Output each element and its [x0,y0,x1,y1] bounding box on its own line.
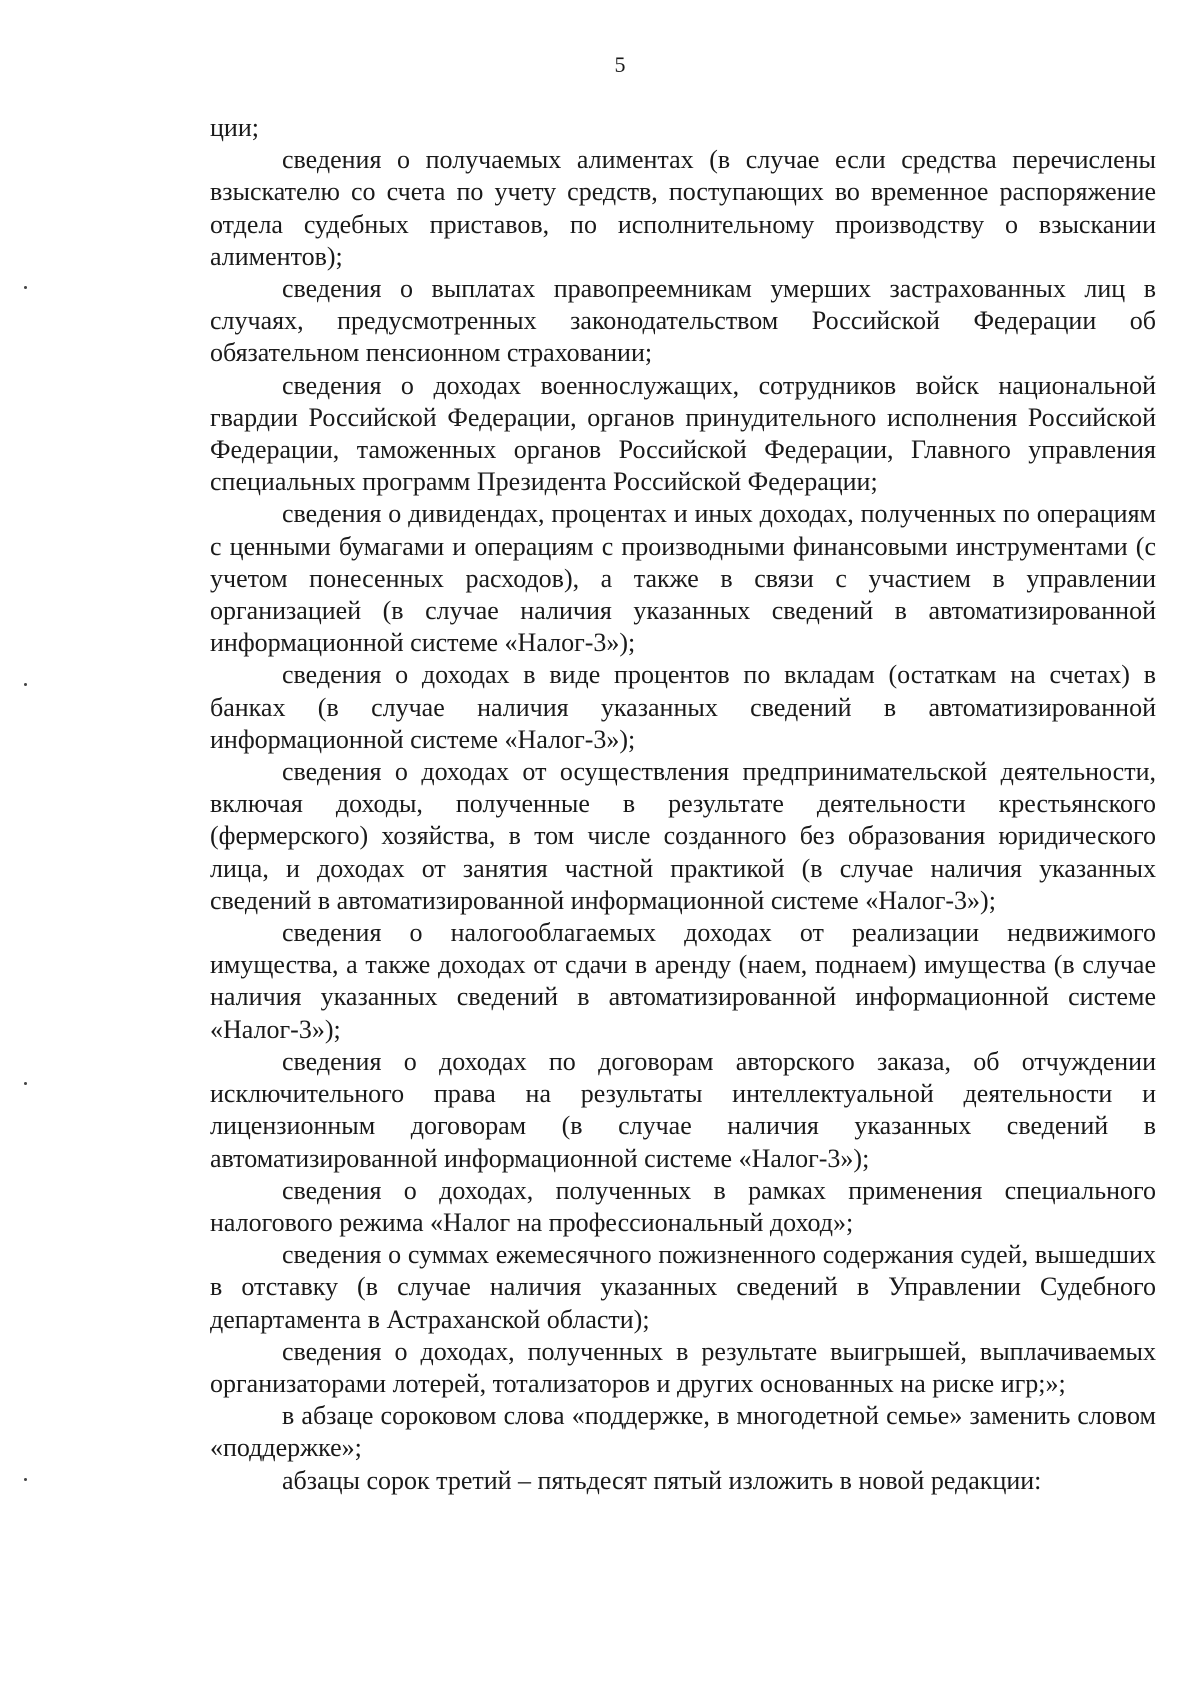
paragraph-dividends: сведения о дивидендах, процентах и иных доходах, полученных по операциям с ценными бумагами и операциям с производными финансовыми инструментами (с учетом понесенных расходов), а также в связи с участием в управлении организацией (в случае наличия указанных сведений в автоматизированной информационной системе «Налог-3»); [210,499,1156,658]
paragraph-amendment-new-edition: абзацы сорок третий – пятьдесят пятый изложить в новой редакции: [282,1465,1042,1495]
scan-speck [24,1082,27,1085]
paragraph-self-employed-income: сведения о доходах, полученных в рамках применения специального налогового режима «Налог на профессиональный доход»; [210,1175,1156,1237]
paragraph-successor-payments: сведения о выплатах правопреемникам умерших застрахованных лиц в случаях, предусмотренных законодательством Российской Федерации об обязательном пенсионном страховании; [210,274,1156,368]
paragraph-copyright-income: сведения о доходах по договорам авторского заказа, об отчуждении исключительного права на результаты интеллектуальной деятельности и лицензионным договорам (в случае наличия указанных сведений в автоматизированной информационной системе «Налог-3»); [210,1046,1156,1173]
document-body [210,112,1156,1497]
page-number: 5 [614,52,626,77]
scan-speck [24,286,27,289]
paragraph-judges-allowance: сведения о суммах ежемесячного пожизненного содержания судей, вышедших в отставку (в случае наличия указанных сведений в Управлении Судебного департамента в Астраханской области); [210,1240,1156,1334]
paragraph-continuation: ции; [210,113,259,142]
scan-speck [24,683,27,686]
paragraph-military-income: сведения о доходах военнослужащих, сотрудников войск национальной гвардии Российской Федерации, органов принудительного исполнения Российской Федерации, таможенных органов Российской Федерации, Главного управления специальных программ Президента Российской Федерации; [210,370,1156,497]
paragraph-alimony: сведения о получаемых алиментах (в случае если средства перечислены взыскателю со счета по учету средств, поступающих во временное распоряжение отдела судебных приставов, по исполнительному производству о взыскании алиментов); [210,145,1156,271]
paragraph-real-estate-income: сведения о налогооблагаемых доходах от реализации недвижимого имущества, а также доходах от сдачи в аренду (наем, поднаем) имущества (в случае наличия указанных сведений в автоматизированной информационной системе «Налог-3»); [210,918,1156,1044]
paragraph-amendment-fortieth: в абзаце сороковом слова «поддержке, в многодетной семье» заменить словом «поддержке»; [210,1401,1156,1463]
paragraph-business-income: сведения о доходах от осуществления предпринимательской деятельности, включая доходы, полученные в результате деятельности крестьянского (фермерского) хозяйства, в том числе созданного без образования юридического лица, и доходах от занятия частной практикой (в случае наличия указанных сведений в автоматизированной информационной системе «Налог-3»); [210,757,1156,915]
paragraph-deposit-interest: сведения о доходах в виде процентов по вкладам (остаткам на счетах) в банках (в случае наличия указанных сведений в автоматизированной информационной системе «Налог-3»); [210,660,1156,754]
scan-speck [24,1478,27,1481]
paragraph-lottery-winnings: сведения о доходах, полученных в результате выигрышей, выплачиваемых организаторами лотерей, тотализаторов и других основанных на риске игр;»; [210,1336,1156,1398]
